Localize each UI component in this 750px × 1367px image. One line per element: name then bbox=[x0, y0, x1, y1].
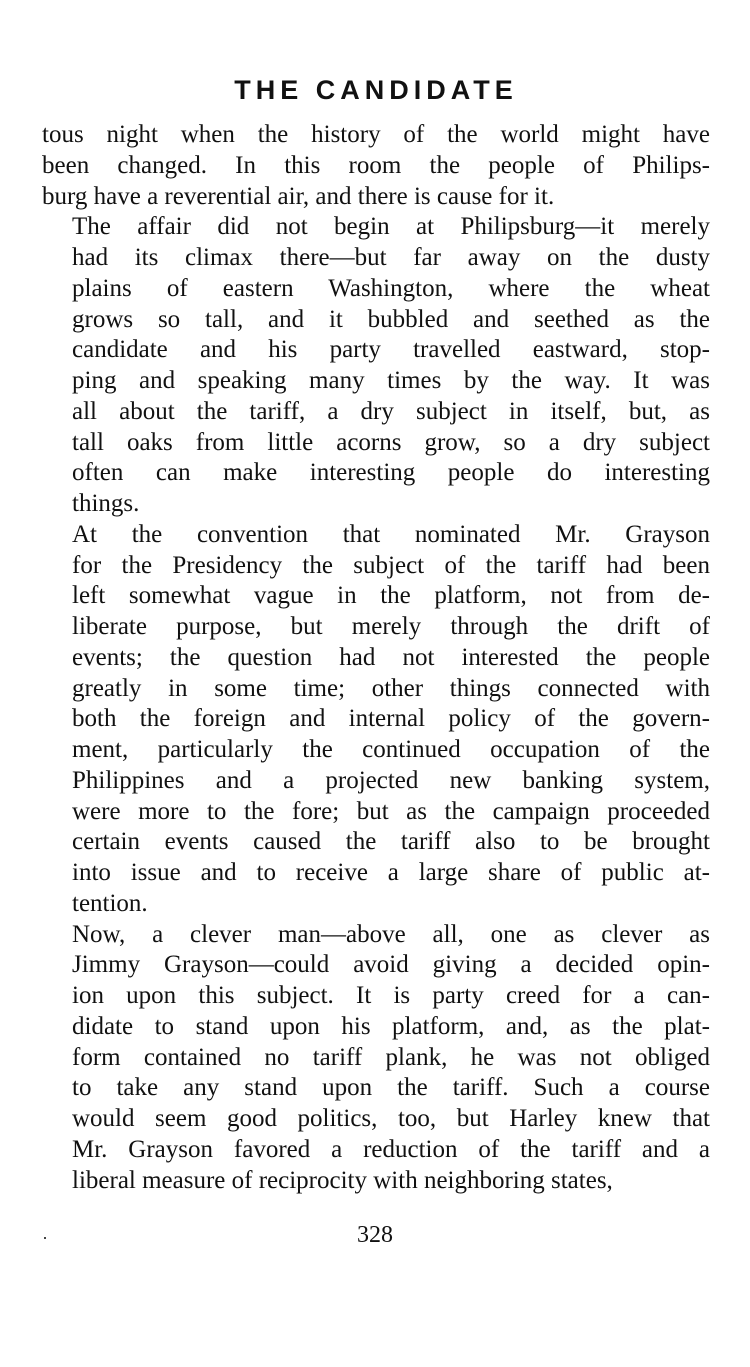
text-line: tall oaks from little acorns grow, so a dry subject bbox=[72, 428, 710, 456]
text-line: would seem good politics, too, but Harley knew that bbox=[72, 1105, 710, 1132]
text-line: all about the tariff, a dry subject in itself, but, as bbox=[72, 397, 710, 425]
text-line: often can make interesting people do interesting bbox=[72, 459, 710, 487]
text-line: ping and speaking many times by the way. It was bbox=[72, 367, 710, 394]
text-line: into issue and to receive a large share of public at- bbox=[72, 859, 710, 886]
text-line: had its climax there—but far away on the dusty bbox=[72, 244, 710, 271]
text-line: were more to the fore; but as the campaign proceeded bbox=[72, 797, 710, 825]
text-line: certain events caused the tariff also to be brought bbox=[72, 828, 710, 856]
body-text bbox=[42, 120, 710, 1196]
text-line: both the foreign and internal policy of the govern- bbox=[72, 705, 710, 733]
text-line: didate to stand upon his platform, and, as the plat- bbox=[72, 1012, 710, 1040]
text-line: liberate purpose, but merely through the drift of bbox=[72, 613, 710, 640]
text-line: Now, a clever man—above all, one as clever as bbox=[72, 920, 710, 948]
text-line: The affair did not begin at Philipsburg—it merely bbox=[72, 213, 710, 241]
text-line: things. bbox=[72, 490, 140, 517]
text-line: greatly in some time; other things connected with bbox=[72, 674, 710, 702]
text-line: tention. bbox=[72, 889, 148, 917]
text-line: grows so tall, and it bubbled and seethed as the bbox=[72, 305, 710, 333]
text-line: Mr. Grayson favored a reduction of the tariff and a bbox=[72, 1135, 710, 1163]
text-line: for the Presidency the subject of the tariff had been bbox=[72, 551, 710, 579]
text-line: been changed. In this room the people of Philips- bbox=[42, 151, 710, 179]
text-line: tous night when the history of the world might have bbox=[42, 121, 710, 148]
page-number: 328 bbox=[357, 1222, 393, 1248]
paragraph bbox=[42, 920, 710, 1197]
paragraph bbox=[42, 520, 710, 920]
text-line: ion upon this subject. It is party creed for a can- bbox=[72, 982, 710, 1009]
book-page bbox=[42, 70, 710, 1196]
text-line: Philippines and a projected new banking system, bbox=[72, 766, 710, 794]
running-head: THE CANDIDATE bbox=[234, 75, 518, 105]
text-line: At the convention that nominated Mr. Grayson bbox=[72, 520, 710, 548]
text-line: form contained no tariff plank, he was not obliged bbox=[72, 1043, 710, 1071]
paragraph bbox=[42, 212, 710, 520]
text-line: left somewhat vague in the platform, not from de- bbox=[72, 582, 710, 610]
text-line: liberal measure of reciprocity with neighboring states, bbox=[72, 1166, 613, 1194]
print-speck bbox=[44, 1237, 46, 1239]
text-line: Jimmy Grayson—could avoid giving a decided opin- bbox=[72, 951, 710, 979]
paragraph bbox=[42, 120, 710, 212]
text-line: plains of eastern Washington, where the wheat bbox=[72, 274, 710, 302]
text-line: burg have a reverential air, and there is cause for it. bbox=[42, 182, 555, 210]
text-line: ment, particularly the continued occupation of the bbox=[72, 736, 710, 763]
text-line: candidate and his party travelled eastward, stop- bbox=[72, 336, 710, 364]
text-line: to take any stand upon the tariff. Such a course bbox=[72, 1074, 710, 1102]
text-line: events; the question had not interested the people bbox=[72, 643, 710, 671]
